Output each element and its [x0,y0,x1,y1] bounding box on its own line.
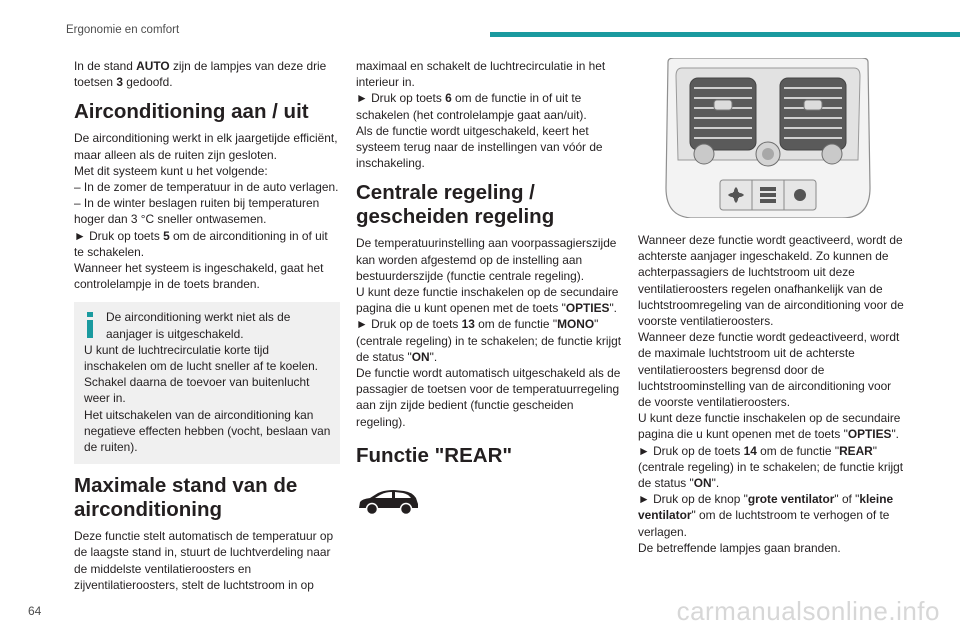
instruction-step: ► Druk op de toets 13 om de functie "MONO" (centrale regeling) in te schakelen; de functie krijgt de status "ON". [356,317,622,364]
info-note-box [74,302,340,464]
paragraph: U kunt deze functie inschakelen op de secundaire pagina die u kunt openen met de toets "OPTIES". [356,285,619,316]
paragraph: De temperatuurinstelling aan voorpassagierszijde kan worden afgestemd op de instelling aan bestuurderszijde (functie centrale regeling). [356,236,617,283]
column-left [74,58,340,593]
info-text: De airconditioning werkt niet als de aanjager is uitgeschakeld. [106,310,291,341]
list-item: – In de winter beslagen ruiten bij temperaturen hoger dan 3 °C sneller ontwasemen. [74,196,320,227]
column-middle [356,58,622,520]
page-number: 64 [28,604,42,618]
info-icon [86,312,94,338]
paragraph: U kunt deze functie inschakelen op de secundaire pagina die u kunt openen met de toets "OPTIES". [638,411,901,442]
paragraph: Wanneer het systeem is ingeschakeld, gaat het controlelampje in de toets branden. [74,261,324,292]
intro-paragraph: In de stand AUTO zijn de lampjes van deze drie toetsen 3 gedoofd. [74,59,327,90]
paragraph: Als de functie wordt uitgeschakeld, keert het systeem terug naar de instellingen van vóór de inschakeling. [356,123,603,171]
paragraph: De functie wordt automatisch uitgeschakeld als de passagier de toetsen voor de temperatuurregeling aan zijn zijde bedient (functie gescheiden regeling). [356,366,621,429]
rear-ventilation-panel-illustration [662,58,874,218]
heading-airconditioning-on-off: Airconditioning aan / uit [74,100,309,124]
instruction-step: ► Druk op de knop "grote ventilator" of "kleine ventilator" om de luchtstroom te verhogen of te verlagen. [638,492,894,539]
instruction-step: ► Druk op de toets 14 om de functie "REAR" (centrale regeling) in te schakelen; de functie krijgt de status "ON". [638,443,904,491]
paragraph: maximaal en schakelt de luchtrecirculatie in het interieur in. [356,59,606,90]
paragraph: De betreffende lampjes gaan branden. [638,540,841,555]
car-icon [356,488,420,516]
running-header-title: Ergonomie en comfort [66,24,180,36]
instruction-step: ► Druk op toets 5 om de airconditioning in of uit te schakelen. [74,228,328,259]
column-right [638,232,906,556]
paragraph: Wanneer deze functie wordt geactiveerd, wordt de achterste aanjager ingeschakeld. Zo kunnen de achterpassagiers de luchtstroom uit deze ventilatieroosters regelen onafhankelijk van de luchtstroomregeling van de airconditioning voor de voorste ventilatieroosters. [638,233,904,329]
list-item: – In de zomer de temperatuur in de auto verlagen. [74,180,339,195]
header-accent-bar [490,32,960,37]
heading-central-separate-control: Centrale regeling / gescheiden regeling [356,181,555,229]
paragraph: Wanneer deze functie wordt gedeactiveerd, wordt de maximale luchtstroom uit de achterste ventilatieroosters begrensd door de luchtstroominstelling van de airconditioning voor de voorste ventilatieroosters. [638,330,900,410]
heading-maximum-airconditioning: Maximale stand van de airconditioning [74,474,298,522]
paragraph: Deze functie stelt automatisch de temperatuur op de laagste stand in, stuurt de luchtverdeling naar de middelste ventilatieroosters en zijventilatieroosters, stelt de luchtstroom in op [74,529,334,592]
info-text: Het uitschakelen van de airconditioning kan negatieve effecten hebben (vocht, beslaan van de ruiten). [84,407,331,455]
watermark: carmanualsonline.info [676,596,940,626]
paragraph: Met dit systeem kunt u het volgende: [74,163,268,178]
instruction-step: ► Druk op toets 6 om de functie in of uit te schakelen (het controlelampje gaat aan/uit). [356,91,587,122]
info-text: U kunt de luchtrecirculatie korte tijd inschakelen om de lucht sneller af te koelen. Schakel daarna de toevoer van buitenlucht weer in. [84,342,318,406]
heading-rear-function: Functie "REAR" [356,443,513,467]
paragraph: De airconditioning werkt in elk jaargetijde efficiënt, maar alleen als de ruiten zijn gesloten. [74,131,338,162]
